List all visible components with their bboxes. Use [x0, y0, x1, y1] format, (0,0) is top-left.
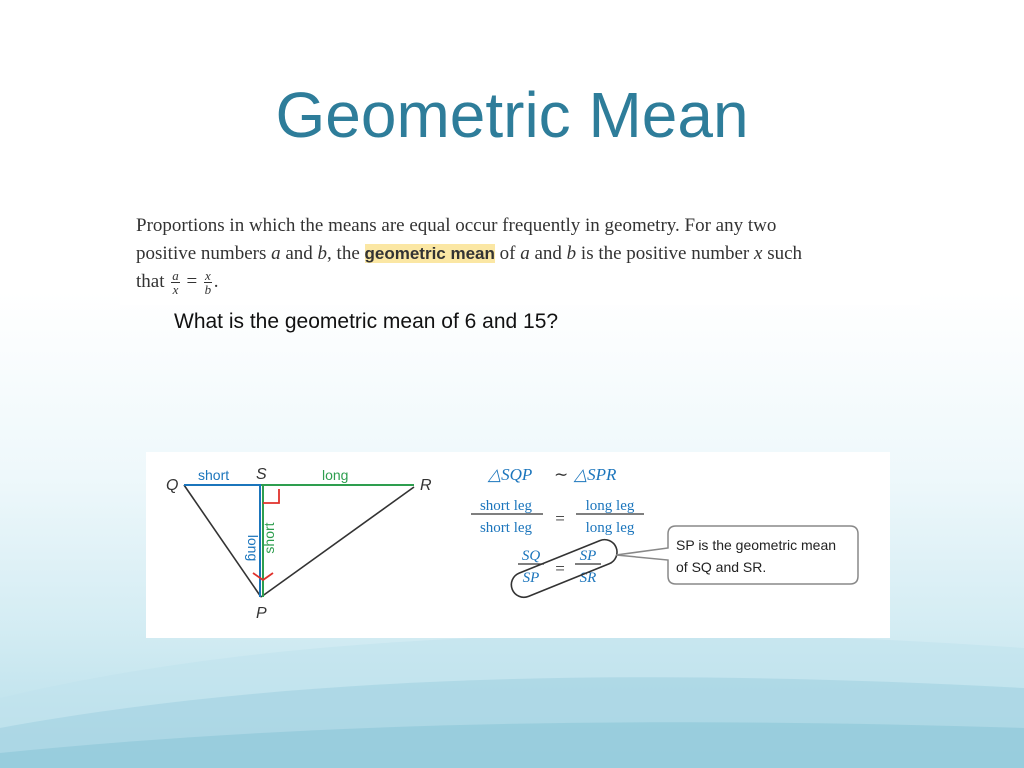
excerpt-line-2	[136, 240, 904, 268]
variable-b: b	[566, 243, 577, 264]
ratio2-den-left: SP	[522, 570, 540, 586]
excerpt-text: that	[136, 271, 170, 292]
vertex-q-label: Q	[166, 477, 179, 494]
vertex-r-label: R	[420, 477, 432, 494]
right-angle-mark-s	[263, 489, 279, 503]
segment-pr	[261, 487, 414, 597]
denominator: x	[172, 282, 179, 298]
ratio1-den-left: short leg	[479, 520, 533, 536]
excerpt-line-1: Proportions in which the means are equal occur frequently in geometry. For any two	[136, 215, 777, 236]
callout-line-2: of SQ and SR.	[676, 559, 767, 575]
label-long-top: long	[322, 467, 349, 483]
equals-sign: =	[186, 271, 198, 292]
excerpt-text: is the positive number	[576, 243, 755, 264]
period: .	[213, 271, 219, 292]
fraction-a-over-x	[171, 269, 180, 296]
numerator: a	[172, 268, 179, 284]
variable-x: x	[754, 243, 763, 264]
ratio1-equals: =	[555, 509, 565, 528]
callout-box	[616, 526, 858, 584]
variable-a: a	[520, 243, 530, 264]
similar-triangle-b: △SPR	[574, 465, 617, 484]
similar-triangle-a: △SQP	[488, 465, 533, 484]
ratio2-num-left: SQ	[521, 548, 541, 564]
ratio2-den-right: SR	[579, 570, 597, 586]
variable-b: b	[317, 243, 328, 264]
highlighted-term: geometric mean	[364, 244, 495, 263]
numerator: x	[204, 268, 211, 284]
ratio2-equals: =	[555, 559, 565, 578]
denominator: b	[204, 282, 212, 298]
ratio2-num-right: SP	[579, 548, 597, 564]
definition-excerpt	[120, 188, 920, 305]
figure-panel	[146, 452, 890, 638]
excerpt-text: , the	[327, 243, 365, 264]
vertex-s-label: S	[256, 466, 267, 483]
excerpt-text: of	[494, 243, 521, 264]
question-text: What is the geometric mean of 6 and 15?	[174, 310, 559, 333]
similar-symbol: ∼	[554, 465, 569, 484]
vertex-p-label: P	[256, 605, 267, 622]
excerpt-text: and	[280, 243, 318, 264]
excerpt-line-3	[136, 268, 904, 296]
ratio1-num-left: short leg	[479, 498, 533, 514]
triangle-diagram	[146, 452, 890, 638]
ratio1-num-right: long leg	[585, 498, 635, 514]
excerpt-text: positive numbers	[136, 243, 272, 264]
variable-a: a	[271, 243, 281, 264]
fraction-x-over-b	[204, 269, 212, 296]
excerpt-text: such	[762, 243, 803, 264]
label-long-vertical: long	[245, 534, 261, 562]
slide-title: Geometric Mean	[275, 79, 749, 151]
label-short-vertical: short	[261, 522, 277, 554]
excerpt-text: and	[529, 243, 567, 264]
label-short-top: short	[198, 467, 230, 483]
callout-line-1: SP is the geometric mean	[676, 537, 837, 553]
ratio1-den-right: long leg	[585, 520, 635, 536]
